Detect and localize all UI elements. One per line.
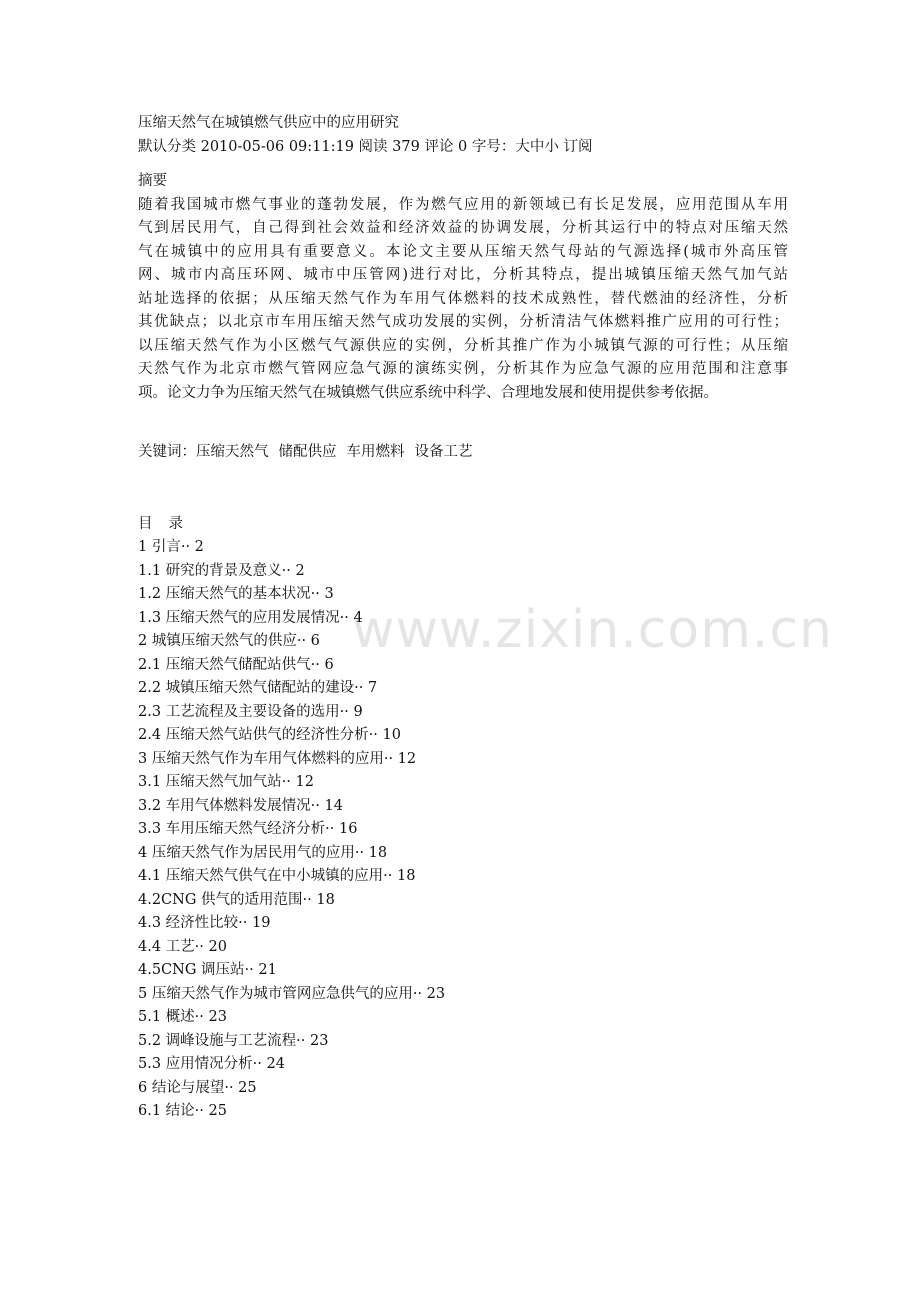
keyword: 车用燃料 [346,444,405,460]
toc-title-char: 录 [168,515,183,532]
table-of-contents [138,536,788,1124]
toc-item: 4.1 压缩天然气供气在中小城镇的应用·· 18 [138,868,416,884]
toc-item: 4 压缩天然气作为居民用气的应用·· 18 [138,844,388,861]
abstract-heading: 摘要 [138,173,167,189]
abstract-line: 气在城镇中的应用具有重要意义。本论文主要从压缩天然气母站的气源选择(城市外高压管 [138,243,788,260]
toc-item: 3.3 车用压缩天然气经济分析·· 16 [138,821,358,837]
abstract-body [138,194,788,406]
keywords [138,441,788,465]
toc-item: 1.1 研究的背景及意义·· 2 [138,562,305,579]
spacer [138,465,788,513]
toc-item: 3.2 车用气体燃料发展情况·· 14 [138,797,343,814]
toc-item: 2 城镇压缩天然气的供应·· 6 [138,633,320,649]
keyword: 设备工艺 [414,444,473,460]
toc-item: 1.3 压缩天然气的应用发展情况·· 4 [138,609,363,626]
toc-item: 2.4 压缩天然气站供气的经济性分析·· 10 [138,727,401,743]
toc-item: 5 压缩天然气作为城市管网应急供气的应用·· 23 [138,985,446,1002]
keyword: 储配供应 [278,444,337,460]
toc-item: 5.3 应用情况分析·· 24 [138,1056,285,1072]
toc-item: 3.1 压缩天然气加气站·· 12 [138,774,314,790]
abstract-line: 站址选择的依据；从压缩天然气作为车用气体燃料的技术成熟性，替代燃油的经济性，分析 [138,290,788,307]
toc-item: 4.3 经济性比较·· 19 [138,915,271,931]
spacer [138,405,788,441]
toc-item: 6 结论与展望·· 25 [138,1079,257,1096]
abstract-line: 网、城市内高压环网、城市中压管网)进行对比，分析其特点，提出城镇压缩天然气加气站 [138,267,788,283]
keywords-label: 关键词： [138,444,196,460]
abstract-line: 项。论文力争为压缩天然气在城镇燃气供应系统中科学、合理地发展和使用提供参考依据。 [138,384,718,401]
spacer [138,159,788,170]
toc-item: 4.4 工艺·· 20 [138,938,227,955]
document-page [138,112,788,1124]
abstract-line: 以压缩天然气作为小区燃气气源供应的实例，分析其推广作为小城镇气源的可行性；从压缩 [138,337,788,354]
keyword: 压缩天然气 [196,444,269,460]
toc-item: 4.5CNG 调压站·· 21 [138,962,277,978]
toc-item: 5.2 调峰设施与工艺流程·· 23 [138,1032,329,1049]
toc-item: 1 引言·· 2 [138,539,204,555]
toc-item: 1.2 压缩天然气的基本状况·· 3 [138,586,334,602]
abstract-line: 气到居民用气，自己得到社会效益和经济效益的协调发展，分析其运行中的特点对压缩天然 [138,220,788,236]
toc-item: 5.1 概述·· 23 [138,1009,227,1025]
toc-item: 2.3 工艺流程及主要设备的选用·· 9 [138,703,363,720]
toc-item: 3 压缩天然气作为车用气体燃料的应用·· 12 [138,750,417,767]
article-title: 压缩天然气在城镇燃气供应中的应用研究 [138,115,399,131]
abstract-line: 天然气作为北京市燃气管网应急气源的演练实例，分析其作为应急气源的应用范围和注意事 [138,361,788,377]
toc-item: 4.2CNG 供气的适用范围·· 18 [138,891,335,908]
toc-title [138,513,788,537]
watermark: www.zixin.com.cn [352,600,833,660]
toc-item: 6.1 结论·· 25 [138,1103,227,1119]
toc-title-char: 目 [138,515,153,532]
abstract-line: 其优缺点；以北京市车用压缩天然气成功发展的实例，分析清洁气体燃料推广应用的可行性； [138,314,788,330]
article-meta: 默认分类 2010-05-06 09:11:19 阅读 379 评论 0 字号：大中小 订阅 [138,138,593,155]
toc-item: 2.1 压缩天然气储配站供气·· 6 [138,656,334,673]
abstract-line: 随着我国城市燃气事业的蓬勃发展，作为燃气应用的新领域已有长足发展，应用范围从车用 [138,196,788,213]
toc-item: 2.2 城镇压缩天然气储配站的建设·· 7 [138,680,378,696]
